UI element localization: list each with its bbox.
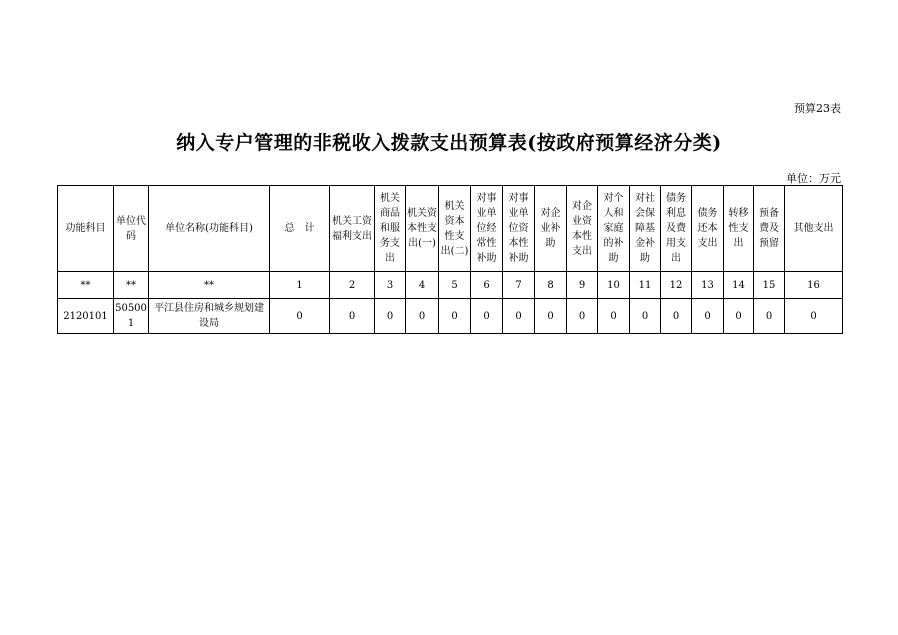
index-cell: 7 — [503, 272, 535, 299]
page-title: 纳入专户管理的非税收入拨款支出预算表(按政府预算经济分类) — [176, 132, 722, 154]
index-cell: ** — [114, 272, 149, 299]
header-cell: 机关资本性支出(二) — [439, 186, 471, 272]
table-cell: 0 — [439, 299, 471, 334]
form-number: 预算23表 — [794, 102, 841, 115]
index-cell: ** — [58, 272, 114, 299]
header-cell: 债务利息及费用支出 — [661, 186, 692, 272]
index-cell: 16 — [785, 272, 843, 299]
header-cell: 对个人和家庭的补助 — [598, 186, 630, 272]
table-cell: 0 — [754, 299, 785, 334]
table-cell: 0 — [375, 299, 406, 334]
index-cell: 8 — [535, 272, 567, 299]
index-cell: 15 — [754, 272, 785, 299]
index-cell: 14 — [724, 272, 754, 299]
table-cell: 0 — [330, 299, 375, 334]
index-cell: 5 — [439, 272, 471, 299]
table-cell: 0 — [598, 299, 630, 334]
index-cell: 4 — [406, 272, 439, 299]
header-cell: 总 计 — [270, 186, 330, 272]
index-row — [58, 272, 843, 299]
table-cell: 0 — [406, 299, 439, 334]
header-cell: 机关资本性支出(一) — [406, 186, 439, 272]
index-cell: ** — [149, 272, 270, 299]
header-cell: 对企业补助 — [535, 186, 567, 272]
table-row — [58, 299, 843, 334]
index-cell: 1 — [270, 272, 330, 299]
table-cell: 0 — [724, 299, 754, 334]
header-cell: 功能科目 — [58, 186, 114, 272]
table-cell: 0 — [503, 299, 535, 334]
index-cell: 12 — [661, 272, 692, 299]
index-cell: 11 — [630, 272, 661, 299]
index-cell: 9 — [567, 272, 598, 299]
index-cell: 13 — [692, 272, 724, 299]
index-cell: 10 — [598, 272, 630, 299]
table-cell: 0 — [630, 299, 661, 334]
header-cell: 对社会保障基金补助 — [630, 186, 661, 272]
index-cell: 3 — [375, 272, 406, 299]
header-cell: 债务还本支出 — [692, 186, 724, 272]
header-cell: 对事业单位资本性补助 — [503, 186, 535, 272]
index-cell: 6 — [471, 272, 503, 299]
header-cell: 机关工资福利支出 — [330, 186, 375, 272]
table-cell: 0 — [661, 299, 692, 334]
table-cell: 0 — [692, 299, 724, 334]
table-cell: 2120101 — [58, 299, 114, 334]
table-cell: 0 — [535, 299, 567, 334]
table-cell: 0 — [471, 299, 503, 334]
header-cell: 单位代码 — [114, 186, 149, 272]
table-cell: 0 — [567, 299, 598, 334]
table-cell: 505001 — [114, 299, 149, 334]
header-cell: 其他支出 — [785, 186, 843, 272]
header-cell: 转移性支出 — [724, 186, 754, 272]
table-cell: 平江县住房和城乡规划建设局 — [149, 299, 270, 334]
header-cell: 对事业单位经常性补助 — [471, 186, 503, 272]
header-cell: 预备费及预留 — [754, 186, 785, 272]
budget-table — [57, 185, 843, 334]
header-cell: 机关商品和服务支出 — [375, 186, 406, 272]
header-row — [58, 186, 843, 272]
table-cell: 0 — [270, 299, 330, 334]
unit-label: 单位：万元 — [786, 172, 841, 185]
table-cell: 0 — [785, 299, 843, 334]
header-cell: 单位名称(功能科目) — [149, 186, 270, 272]
index-cell: 2 — [330, 272, 375, 299]
header-cell: 对企业资本性支出 — [567, 186, 598, 272]
